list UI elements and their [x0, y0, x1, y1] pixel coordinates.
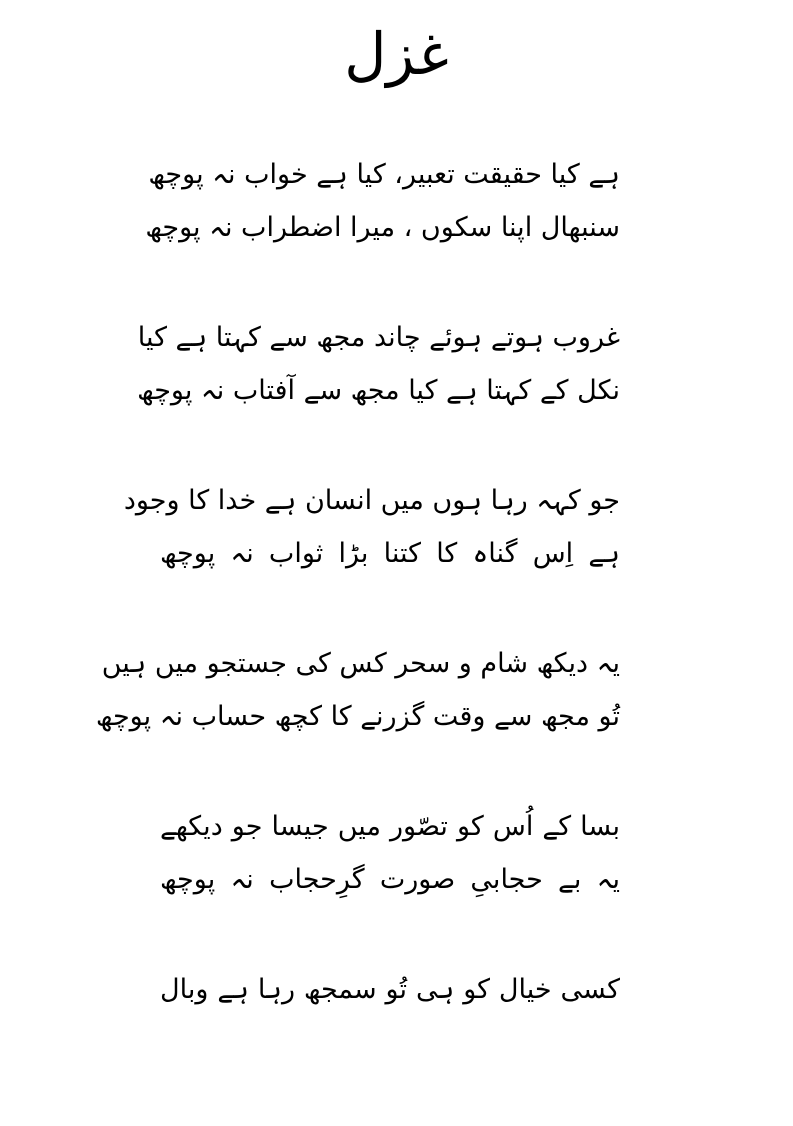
verse-line: ہے کیا حقیقت تعبیر، کیا ہے خواب نہ پوچھ [148, 159, 620, 190]
verse-line: تُو مجھ سے وقت گزرنے کا کچھ حساب نہ پوچھ [95, 701, 620, 732]
verse-line: یہ بے حجابیِ صورت گرِحجاب نہ پوچھ [160, 864, 620, 895]
ghazal-body [95, 148, 620, 1126]
verse-line: بسا کے اُس کو تصّور میں جیسا جو دیکھے [160, 811, 620, 842]
verse-line: یہ دیکھ شام و سحر کس کی جستجو میں ہیں [101, 648, 620, 679]
stanza [123, 474, 620, 637]
stanza [145, 148, 620, 311]
stanza [95, 637, 620, 800]
verse-line: جو کہہ رہا ہوں میں انسان ہے خدا کا وجود [123, 485, 620, 516]
verse-line: غروب ہوتے ہوئے چاند مجھ سے کہتا ہے کیا [137, 322, 620, 353]
page-title: غزل [344, 20, 449, 88]
verse-line: ہے اِس گناہ کا کتنا بڑا ثواب نہ پوچھ [160, 538, 620, 569]
verse-line: نکل کے کہتا ہے کیا مجھ سے آفتاب نہ پوچھ [137, 375, 620, 406]
stanza [160, 800, 620, 963]
verse-line: کسی خیال کو ہی تُو سمجھ رہا ہے وبال [160, 974, 620, 1005]
verse-line: سنبھال اپنا سکوں ، میرا اضطراب نہ پوچھ [145, 212, 620, 243]
stanza [137, 311, 620, 474]
stanza [160, 963, 620, 1126]
